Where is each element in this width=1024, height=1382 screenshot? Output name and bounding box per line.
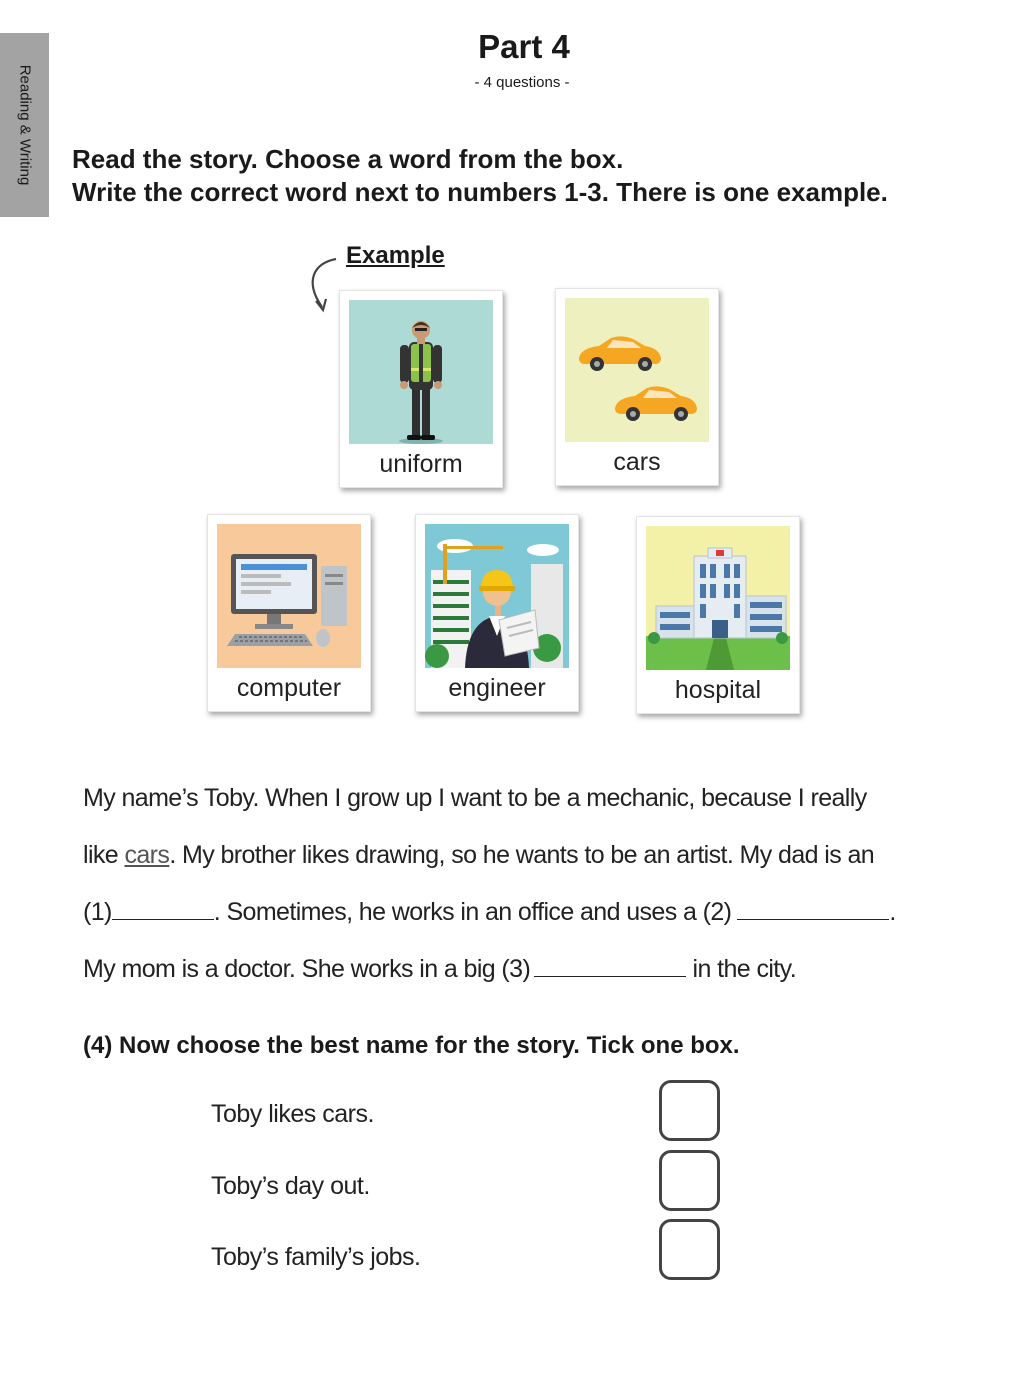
option-2-checkbox[interactable] bbox=[659, 1150, 720, 1211]
word-label-engineer: engineer bbox=[448, 674, 546, 702]
word-card-uniform bbox=[339, 290, 503, 488]
curved-arrow-icon bbox=[300, 255, 340, 317]
word-card-engineer bbox=[415, 514, 579, 712]
story-line-2-end: . My brother likes drawing, so he wants to be an artist. My dad is an bbox=[169, 841, 875, 869]
story-line-3-end: . bbox=[889, 898, 896, 926]
option-1-checkbox[interactable] bbox=[659, 1080, 720, 1141]
option-3-label: Toby’s family’s jobs. bbox=[211, 1243, 421, 1271]
hospital-icon bbox=[646, 526, 790, 670]
story-line-4-end: in the city. bbox=[686, 955, 797, 983]
story-line-2 bbox=[83, 827, 963, 884]
answer-blank-1[interactable] bbox=[112, 897, 214, 920]
word-card-computer bbox=[207, 514, 371, 712]
story-line-4-start: My mom is a doctor. She works in a big (3) bbox=[83, 955, 531, 983]
cars-icon bbox=[565, 298, 709, 442]
instruction-line-2: Write the correct word next to numbers 1-3. There is one example. bbox=[72, 177, 888, 207]
word-label-uniform: uniform bbox=[379, 450, 463, 478]
page-title: Part 4 bbox=[478, 28, 570, 65]
story-line-3-mid: . Sometimes, he works in an office and uses a (2) bbox=[213, 898, 732, 926]
example-label: Example bbox=[346, 242, 445, 269]
answer-blank-3[interactable] bbox=[534, 954, 686, 977]
example-answer: cars bbox=[124, 841, 170, 869]
word-label-computer: computer bbox=[236, 674, 342, 702]
instruction-line-1: Read the story. Choose a word from the box. bbox=[72, 144, 624, 174]
option-3-checkbox[interactable] bbox=[659, 1219, 720, 1280]
engineer-icon bbox=[425, 524, 569, 668]
word-card-cars bbox=[555, 288, 719, 486]
uniform-worker-icon bbox=[349, 300, 493, 444]
story-line-4 bbox=[83, 941, 963, 998]
word-label-cars: cars bbox=[613, 448, 661, 476]
option-1-label: Toby likes cars. bbox=[211, 1100, 374, 1128]
story-line-1: My name’s Toby. When I grow up I want to be a mechanic, because I really bbox=[83, 784, 867, 812]
section-tab-label: Reading & Writing bbox=[16, 64, 33, 186]
story-line-3 bbox=[83, 884, 963, 941]
computer-icon bbox=[217, 524, 361, 668]
instructions bbox=[72, 143, 888, 209]
story-line-2-start: like bbox=[83, 841, 125, 869]
option-2-label: Toby’s day out. bbox=[211, 1172, 370, 1200]
page-subtitle: - 4 questions - bbox=[474, 74, 570, 91]
blank-1-number: (1) bbox=[83, 898, 112, 926]
answer-blank-2[interactable] bbox=[737, 897, 889, 920]
word-card-hospital bbox=[636, 516, 800, 714]
word-label-hospital: hospital bbox=[674, 676, 762, 704]
story-text bbox=[83, 770, 963, 998]
question-4: (4) Now choose the best name for the story. Tick one box. bbox=[83, 1032, 740, 1059]
